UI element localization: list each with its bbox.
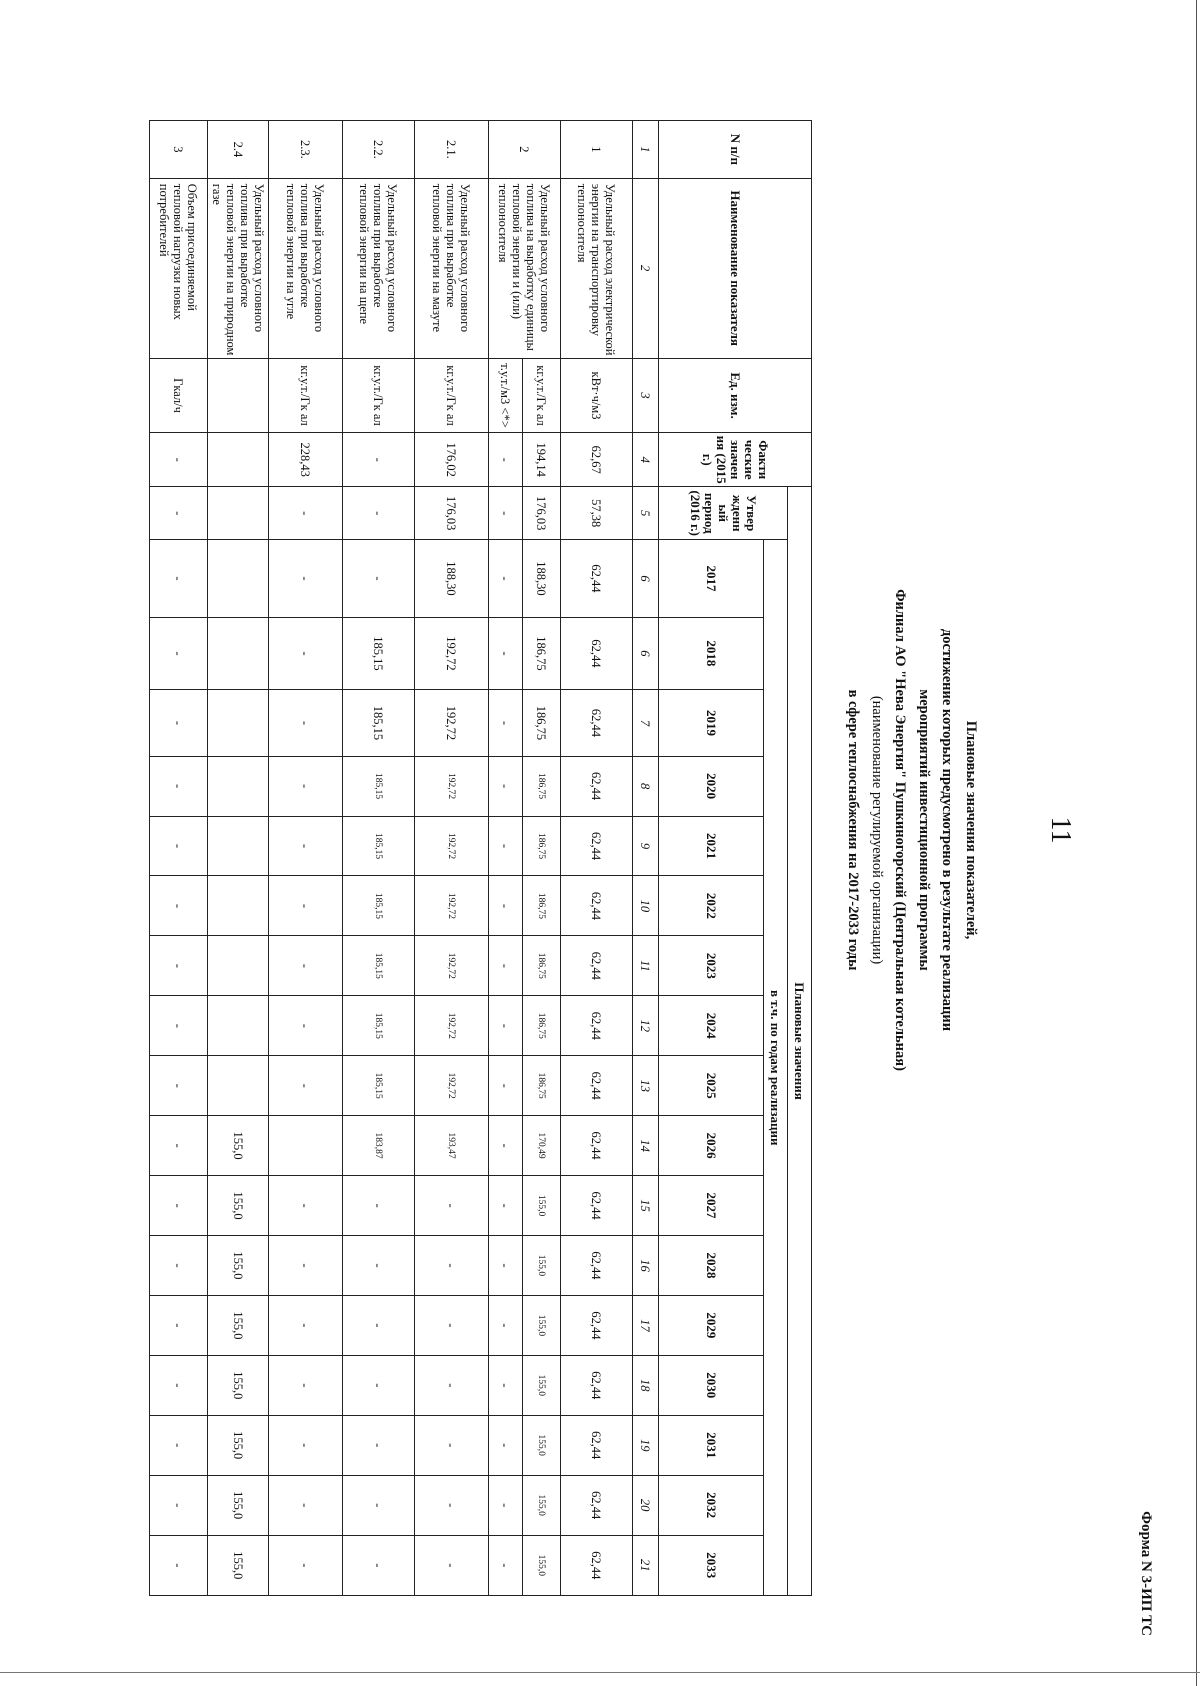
row-value: 155,0 xyxy=(208,1295,269,1355)
row-value: 185,15 xyxy=(343,756,415,816)
row-value: - xyxy=(150,996,208,1056)
row-value: - xyxy=(415,1535,489,1595)
row-value: - xyxy=(269,540,343,617)
row-value: 192,72 xyxy=(415,936,489,996)
row-value: - xyxy=(343,1415,415,1475)
row-value xyxy=(208,996,269,1056)
row-value: 186,75 xyxy=(523,996,561,1056)
row-value xyxy=(208,690,269,756)
row-num: 1 xyxy=(561,121,633,179)
row-value: - xyxy=(343,1236,415,1296)
column-index-row xyxy=(633,121,659,1596)
row-value: 170,49 xyxy=(523,1116,561,1176)
row-value: 185,15 xyxy=(343,996,415,1056)
row-value: - xyxy=(489,1236,523,1296)
row-value: 62,44 xyxy=(561,936,633,996)
header-year: 2027 xyxy=(659,1176,764,1236)
form-code: Форма N 3-ИП ТС xyxy=(1138,1511,1154,1636)
row-value: - xyxy=(269,1056,343,1116)
header-num: N п/п xyxy=(659,121,812,179)
row-value: 62,44 xyxy=(561,1475,633,1535)
row-num: 2.4 xyxy=(208,121,269,179)
title-line-1: Плановые значения показателей, xyxy=(963,720,979,940)
row-value: - xyxy=(150,1236,208,1296)
header-year: 2025 xyxy=(659,1056,764,1116)
row-actual: - xyxy=(150,433,208,487)
row-value: 155,0 xyxy=(523,1415,561,1475)
scan-edge-right xyxy=(1196,0,1197,1686)
table-row xyxy=(523,121,561,1596)
col-index: 8 xyxy=(633,756,659,816)
row-value: 155,0 xyxy=(208,1116,269,1176)
row-value xyxy=(208,756,269,816)
row-value: 155,0 xyxy=(523,1176,561,1236)
col-index: 3 xyxy=(633,358,659,433)
row-value: 192,72 xyxy=(415,816,489,876)
row-value: - xyxy=(489,996,523,1056)
row-value: 185,15 xyxy=(343,1056,415,1116)
col-index: 14 xyxy=(633,1116,659,1176)
header-year: 2026 xyxy=(659,1116,764,1176)
row-name: Удельный расход условного топлива при выработке тепловой энергии на угле xyxy=(269,178,343,358)
row-value: 192,72 xyxy=(415,617,489,690)
col-index: 6 xyxy=(633,540,659,617)
row-value: 62,44 xyxy=(561,690,633,756)
row-value: - xyxy=(415,1295,489,1355)
row-value: 192,72 xyxy=(415,996,489,1056)
row-approved: 57,38 xyxy=(561,486,633,540)
header-year: 2018 xyxy=(659,617,764,690)
table-row xyxy=(269,121,343,1596)
indicators-table xyxy=(149,120,812,1596)
row-value: - xyxy=(343,1535,415,1595)
row-value: - xyxy=(269,876,343,936)
header-year: 2021 xyxy=(659,816,764,876)
header-approved: Утвер жденн ый период (2016 г.) xyxy=(659,486,788,540)
row-value: - xyxy=(269,1355,343,1415)
table-row xyxy=(343,121,415,1596)
row-value: 155,0 xyxy=(208,1415,269,1475)
row-value: - xyxy=(489,816,523,876)
row-value: 155,0 xyxy=(523,1295,561,1355)
row-value: - xyxy=(269,1295,343,1355)
row-num: 3 xyxy=(150,121,208,179)
row-value: - xyxy=(415,1176,489,1236)
row-value: 192,72 xyxy=(415,756,489,816)
row-value: - xyxy=(150,1295,208,1355)
title-line-5: (наименование регулируемой организации) xyxy=(869,695,885,965)
row-approved: 176,03 xyxy=(415,486,489,540)
row-num: 2.3. xyxy=(269,121,343,179)
row-value: 62,44 xyxy=(561,1295,633,1355)
row-value: 155,0 xyxy=(208,1176,269,1236)
row-value: 62,44 xyxy=(561,756,633,816)
col-index: 21 xyxy=(633,1535,659,1595)
row-value: 62,44 xyxy=(561,996,633,1056)
table-row xyxy=(150,121,208,1596)
row-value: - xyxy=(269,690,343,756)
row-value: - xyxy=(150,617,208,690)
col-index: 16 xyxy=(633,1236,659,1296)
col-index: 1 xyxy=(633,121,659,179)
col-index: 13 xyxy=(633,1056,659,1116)
row-value: 155,0 xyxy=(208,1236,269,1296)
row-value: - xyxy=(489,1415,523,1475)
row-value: - xyxy=(489,1056,523,1116)
row-value: 185,15 xyxy=(343,816,415,876)
row-value: 185,15 xyxy=(343,876,415,936)
table-row xyxy=(561,121,633,1596)
col-index: 12 xyxy=(633,996,659,1056)
row-value: 155,0 xyxy=(208,1355,269,1415)
col-index: 18 xyxy=(633,1355,659,1415)
row-value: 62,44 xyxy=(561,1236,633,1296)
row-name: Удельный расход условного топлива при выработке тепловой энергии на мазуте xyxy=(415,178,489,358)
row-value xyxy=(208,1056,269,1116)
row-value xyxy=(208,936,269,996)
row-value: 62,44 xyxy=(561,1116,633,1176)
col-index: 17 xyxy=(633,1295,659,1355)
header-year: 2028 xyxy=(659,1236,764,1296)
row-value: - xyxy=(343,540,415,617)
row-value: - xyxy=(489,617,523,690)
row-name: Удельный расход условного топлива на выработку единицы тепловой энергии и (или) теплоносителя xyxy=(489,178,561,358)
header-year: 2030 xyxy=(659,1355,764,1415)
row-value: - xyxy=(489,1176,523,1236)
row-value: 62,44 xyxy=(561,1176,633,1236)
col-index: 6 xyxy=(633,617,659,690)
row-value: 193,47 xyxy=(415,1116,489,1176)
header-unit: Ед. изм. xyxy=(659,358,812,433)
row-unit: Гкал/ч xyxy=(150,358,208,433)
row-value: - xyxy=(343,1475,415,1535)
header-year: 2031 xyxy=(659,1415,764,1475)
row-value xyxy=(208,617,269,690)
row-value: - xyxy=(343,1355,415,1415)
row-value: - xyxy=(150,1355,208,1415)
title-line-2: достижение которых предусмотрено в результате реализации xyxy=(939,628,956,1032)
col-index: 9 xyxy=(633,816,659,876)
row-actual: - xyxy=(489,433,523,487)
document-title xyxy=(841,10,982,1650)
col-index: 19 xyxy=(633,1415,659,1475)
row-value: - xyxy=(489,876,523,936)
row-value: 185,15 xyxy=(343,690,415,756)
row-value: 62,44 xyxy=(561,876,633,936)
row-value: 186,75 xyxy=(523,617,561,690)
row-value: 62,44 xyxy=(561,1056,633,1116)
header-by-years: в т.ч. по годам реализации xyxy=(764,540,788,1596)
row-value: - xyxy=(269,756,343,816)
row-value: 62,44 xyxy=(561,540,633,617)
row-value: 192,72 xyxy=(415,1056,489,1116)
row-value: - xyxy=(489,540,523,617)
row-value: 155,0 xyxy=(523,1475,561,1535)
page-number: 11 xyxy=(1045,816,1076,844)
col-index: 4 xyxy=(633,433,659,487)
row-value: - xyxy=(150,756,208,816)
row-num: 2.1. xyxy=(415,121,489,179)
row-name: Объем присоединяемой тепловой нагрузки новых потребителей xyxy=(150,178,208,358)
title-line-4: Филиал АО "Нева Энергия" Пушкиногорский (Центральная котельная) xyxy=(892,589,909,1071)
row-value: 62,44 xyxy=(561,816,633,876)
row-unit: кг.у.т./Гк ал xyxy=(415,358,489,433)
row-value: 62,44 xyxy=(561,1415,633,1475)
row-value: 185,15 xyxy=(343,936,415,996)
row-value: - xyxy=(150,1116,208,1176)
table-row xyxy=(415,121,489,1596)
row-approved: - xyxy=(150,486,208,540)
row-value: - xyxy=(489,756,523,816)
row-approved: - xyxy=(343,486,415,540)
row-value: - xyxy=(489,690,523,756)
row-value: - xyxy=(489,936,523,996)
row-value: 192,72 xyxy=(415,876,489,936)
row-actual: 176,02 xyxy=(415,433,489,487)
row-value: 186,75 xyxy=(523,1056,561,1116)
row-value: - xyxy=(150,876,208,936)
row-name: Удельный расход условного топлива при выработке тепловой энергии на природном газе xyxy=(208,178,269,358)
header-planned: Плановые значения xyxy=(788,486,812,1595)
row-actual xyxy=(208,433,269,487)
row-value: - xyxy=(489,1535,523,1595)
row-approved: 176,03 xyxy=(523,486,561,540)
row-actual: 194,14 xyxy=(523,433,561,487)
col-index: 11 xyxy=(633,936,659,996)
row-value: - xyxy=(269,617,343,690)
row-unit: кг.у.т./Гк ал xyxy=(343,358,415,433)
row-value: - xyxy=(269,936,343,996)
row-value: - xyxy=(415,1355,489,1415)
row-value: - xyxy=(269,1475,343,1535)
col-index: 10 xyxy=(633,876,659,936)
row-value: 155,0 xyxy=(523,1535,561,1595)
row-num: 2 xyxy=(489,121,561,179)
row-name: Удельный расход электрической энергии на транспортировку теплоносителя xyxy=(561,178,633,358)
row-value: 188,30 xyxy=(415,540,489,617)
rotated-page xyxy=(40,10,1160,1650)
row-value: 186,75 xyxy=(523,816,561,876)
row-value: 62,44 xyxy=(561,1355,633,1415)
row-unit: кг.у.т./Гк ал xyxy=(523,358,561,433)
row-value: - xyxy=(150,1056,208,1116)
row-value: - xyxy=(269,1236,343,1296)
row-value: - xyxy=(269,1415,343,1475)
row-value: 188,30 xyxy=(523,540,561,617)
header-name: Наименование показателя xyxy=(659,178,812,358)
row-num: 2.2. xyxy=(343,121,415,179)
row-value: - xyxy=(150,936,208,996)
row-value: 186,75 xyxy=(523,690,561,756)
col-index: 2 xyxy=(633,178,659,358)
row-value: - xyxy=(489,1355,523,1415)
row-value xyxy=(208,540,269,617)
row-value: - xyxy=(150,1415,208,1475)
row-value: 186,75 xyxy=(523,936,561,996)
row-value: - xyxy=(150,1535,208,1595)
row-value: 62,44 xyxy=(561,617,633,690)
header-year: 2029 xyxy=(659,1295,764,1355)
scan-edge-bottom xyxy=(0,1672,1200,1673)
row-value xyxy=(269,1116,343,1176)
row-approved: - xyxy=(489,486,523,540)
col-index: 20 xyxy=(633,1475,659,1535)
row-unit xyxy=(208,358,269,433)
row-actual: 62,67 xyxy=(561,433,633,487)
col-index: 5 xyxy=(633,486,659,540)
row-value: 186,75 xyxy=(523,756,561,816)
row-value: - xyxy=(415,1236,489,1296)
row-value: 155,0 xyxy=(208,1535,269,1595)
row-unit: кВт·ч/м3 xyxy=(561,358,633,433)
row-value: - xyxy=(269,1535,343,1595)
header-year: 2023 xyxy=(659,936,764,996)
row-value: - xyxy=(269,1176,343,1236)
row-actual: 228,43 xyxy=(269,433,343,487)
header-year: 2033 xyxy=(659,1535,764,1595)
col-index: 15 xyxy=(633,1176,659,1236)
table-row xyxy=(208,121,269,1596)
row-value: - xyxy=(415,1415,489,1475)
row-actual: - xyxy=(343,433,415,487)
header-year: 2019 xyxy=(659,690,764,756)
row-value: - xyxy=(343,1295,415,1355)
row-approved xyxy=(208,486,269,540)
row-value: 155,0 xyxy=(523,1355,561,1415)
row-value: - xyxy=(150,816,208,876)
row-value: 186,75 xyxy=(523,876,561,936)
header-year: 2024 xyxy=(659,996,764,1056)
row-value: - xyxy=(150,540,208,617)
header-year: 2017 xyxy=(659,540,764,617)
header-year: 2032 xyxy=(659,1475,764,1535)
row-unit: т.у.т./м3 <*> xyxy=(489,358,523,433)
header-year: 2020 xyxy=(659,756,764,816)
row-value: 155,0 xyxy=(208,1475,269,1535)
header-actual: Факти ческие значен ия (2015 г.) xyxy=(659,433,812,487)
col-index: 7 xyxy=(633,690,659,756)
row-value: 62,44 xyxy=(561,1535,633,1595)
row-value: - xyxy=(415,1475,489,1535)
row-value: 185,15 xyxy=(343,617,415,690)
row-value: 183,87 xyxy=(343,1116,415,1176)
row-value: - xyxy=(269,816,343,876)
header-year: 2022 xyxy=(659,876,764,936)
row-value: - xyxy=(150,1475,208,1535)
row-unit: кг.у.т./Гк ал xyxy=(269,358,343,433)
row-value xyxy=(208,816,269,876)
title-line-6: в сфере теплоснабжения на 2017-2033 годы xyxy=(845,689,862,971)
row-value: - xyxy=(269,996,343,1056)
row-name: Удельный расход условного топлива при выработке тепловой энергии на щепе xyxy=(343,178,415,358)
row-value: - xyxy=(150,690,208,756)
row-value: - xyxy=(343,1176,415,1236)
row-value: - xyxy=(489,1295,523,1355)
row-value: - xyxy=(489,1475,523,1535)
row-approved: - xyxy=(269,486,343,540)
row-value: 155,0 xyxy=(523,1236,561,1296)
row-value: 192,72 xyxy=(415,690,489,756)
row-value xyxy=(208,876,269,936)
row-value: - xyxy=(489,1116,523,1176)
row-value: - xyxy=(150,1176,208,1236)
title-line-3: мероприятий инвестиционной программы xyxy=(916,689,932,971)
